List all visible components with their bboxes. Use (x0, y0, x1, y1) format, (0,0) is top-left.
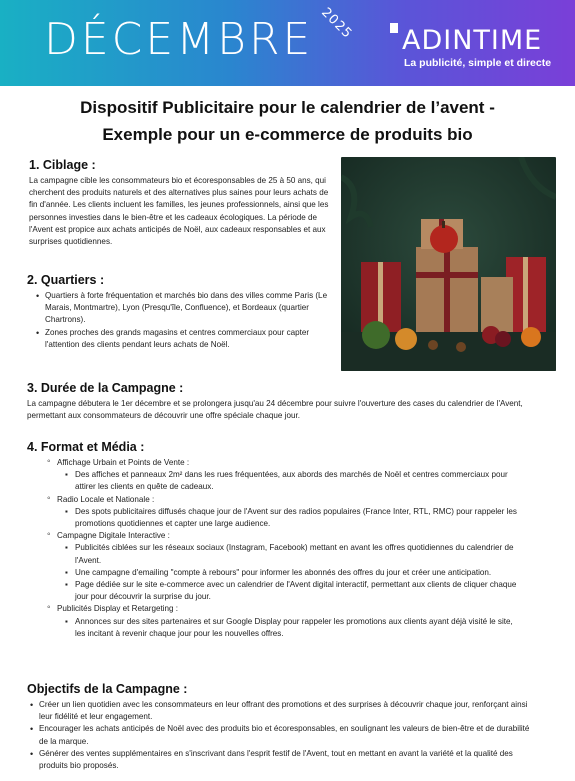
list-item: • Encourager les achats anticipés de Noël avec des produits bio et écoresponsables, en soulignant les valeurs de bien-être et de durabilité de la marque. (27, 723, 537, 747)
format-group (45, 530, 547, 603)
group-label: Publicités Display et Retargeting : (57, 604, 179, 614)
list-item: ▪ Page dédiée sur le site e-commerce avec un calendrier de l'Avent digital interactif, permettant aux clients de cliquer chaque jour pour découvrir la surprise du jour. (63, 579, 521, 603)
title-line-2: Exemple pour un e-commerce de produits bio (102, 125, 473, 144)
list-item: ▪ Publicités ciblées sur les réseaux sociaux (Instagram, Facebook) mettant en avant les offres quotidiennes du calendrier de l'Avent. (63, 542, 521, 566)
group-label: Radio Locale et Nationale : (57, 494, 155, 504)
objectifs-heading: Objectifs de la Campagne : (27, 682, 188, 696)
list-item: ▪ Des affiches et panneaux 2m² dans les rues fréquentées, aux abords des marchés de Noël et centres commerciaux pour attirer les clients en quête de cadeaux. (63, 469, 521, 493)
ciblage-text: La campagne cible les consommateurs bio et écoresponsables de 25 à 50 ans, qui cherchent des produits naturels et des alternatives plus saines pour leurs achats de fin d'année. Les clients incluent les familles, les jeunes professionnels, ainsi que les personnes investies dans le bien-être et les cadeaux écologiques. La période de l'Avent est propice aux achats anticipés de Noël, aux cadeaux responsables et aux surprises quotidiennes. (29, 176, 329, 247)
brand-logo-icon (390, 23, 398, 33)
section-ciblage (29, 158, 334, 248)
banner-month: DÉCEMBRE (44, 14, 314, 65)
format-heading: 4. Format et Média : (27, 440, 145, 454)
list-item: ▪ Des spots publicitaires diffusés chaque jour de l'Avent sur des radios populaires (France Inter, RTL, RMC) pour rappeler les promotions quotidiennes et capter une large audience. (63, 506, 521, 530)
list-item: • Quartiers à forte fréquentation et marchés bio dans des villes comme Paris (Le Marais, Montmartre), Lyon (Presqu'île, Confluence), et Bordeaux (quartier Chartrons). (33, 290, 332, 327)
header-banner (0, 0, 575, 86)
list-item: ▪ Annonces sur des sites partenaires et sur Google Display pour rappeler les promotions aux clients ayant déjà visité le site, les incitant à revenir chaque jour pour les nouvelles offres. (63, 616, 521, 640)
banner-year: 2025 (318, 5, 355, 42)
section-quartiers (27, 273, 332, 351)
duree-heading: 3. Durée de la Campagne : (27, 381, 184, 395)
group-label: Affichage Urbain et Points de Vente : (57, 458, 190, 467)
quartiers-heading: 2. Quartiers : (27, 273, 105, 287)
format-group (45, 457, 547, 494)
section-format (27, 440, 547, 640)
ciblage-heading: 1. Ciblage : (29, 158, 96, 172)
list-item: • Créer un lien quotidien avec les consommateurs en leur offrant des promotions et des surprises à découvrir chaque jour, renforçant ainsi leur fidélité et leur engagement. (27, 699, 537, 723)
list-item: • Générer des ventes supplémentaires en s'inscrivant dans l'esprit festif de l'Avent, tout en mettant en avant la variété et la qualité des produits bio proposés. (27, 748, 537, 772)
format-group (45, 494, 547, 531)
christmas-gifts-image (341, 157, 556, 371)
list-item: • Zones proches des grands magasins et centres commerciaux pour capter l'attention des clients pendant leurs achats de Noël. (33, 327, 332, 351)
list-item: ▪ Une campagne d'emailing "compte à rebours" pour informer les abonnés des offres du jour et créer une anticipation. (63, 567, 521, 579)
brand-name: ADINTIME (402, 25, 543, 56)
group-label: Campagne Digitale Interactive : (57, 531, 170, 541)
format-group (45, 603, 547, 640)
gifts-illustration (341, 157, 556, 371)
document-title (20, 94, 555, 148)
section-objectifs (27, 682, 547, 772)
quartiers-list (33, 290, 332, 351)
duree-text: La campagne débutera le 1er décembre et se prolongera jusqu'au 24 décembre pour suivre l'ouverture des cases du calendrier de l'Avent, permettant aux consommateurs de découvrir une offre spéciale chaque jour. (27, 399, 523, 421)
brand-tagline: La publicité, simple et directe (404, 57, 552, 69)
format-groups (45, 457, 547, 640)
section-duree (27, 381, 527, 422)
objectifs-list (27, 699, 537, 772)
title-line-1: Dispositif Publicitaire pour le calendrier de l’avent - (80, 98, 495, 117)
